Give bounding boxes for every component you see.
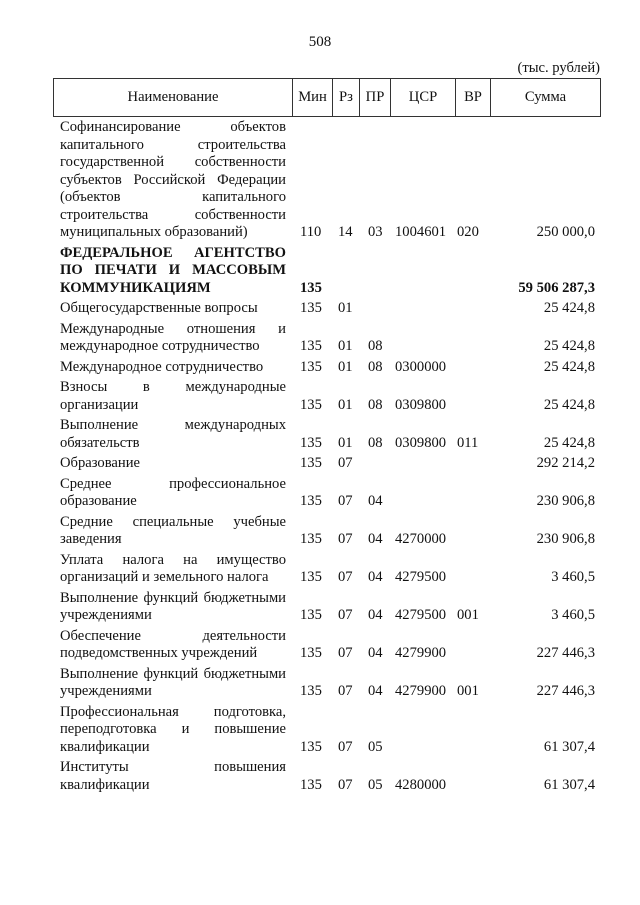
row-min: 135 [300,531,322,547]
table-row [60,455,595,473]
table-row [60,379,595,414]
row-name: Институты повышения квалификации [60,759,286,793]
row-sum: 25 424,8 [543,338,595,354]
row-pr: 08 [368,358,383,375]
row-pr: 03 [368,224,383,240]
row-csr: 0309800 [395,396,447,413]
table-row [60,628,595,663]
row-min: 135 [300,300,322,316]
row-csr: 4279500 [395,607,447,623]
row-sum: 25 424,8 [543,434,595,451]
table-row [60,590,595,625]
row-sum: 3 460,5 [551,569,595,585]
row-sum: 61 307,4 [543,738,595,755]
table-row [60,514,595,549]
header-csr: ЦСР [391,79,456,116]
row-min: 135 [300,358,322,375]
row-min: 135 [300,683,322,699]
row-pr: 04 [368,645,383,661]
row-min: 135 [300,776,322,793]
row-pr: 04 [368,531,383,547]
row-min: 135 [300,493,322,509]
row-name: Международные отношения и международное сотрудничество [60,320,286,354]
row-vr: 020 [457,224,479,240]
row-name: Выполнение функций бюджетными учреждениями [60,665,286,699]
row-pr: 05 [368,776,383,793]
row-csr: 1004601 [395,224,447,240]
table-row [60,759,595,794]
row-csr: 0309800 [395,434,447,451]
table-row [60,666,595,701]
row-sum: 227 446,3 [536,683,595,699]
header-name: Наименование [54,79,293,116]
row-rz: 01 [338,434,353,451]
header-pr: ПР [360,79,391,116]
row-name: Общегосударственные вопросы [60,300,258,316]
row-csr: 4280000 [395,776,447,793]
row-sum: 230 906,8 [536,493,595,509]
page-number: 508 [308,34,332,50]
table-row [60,359,595,377]
row-min: 135 [300,338,322,354]
row-pr: 08 [368,338,383,354]
row-name: Уплата налога на имущество организаций и земельного налога [60,551,286,585]
row-name: Обеспечение деятельности подведомственных учреждений [60,627,286,661]
row-rz: 07 [338,569,353,585]
row-sum: 3 460,5 [551,607,595,623]
row-vr: 001 [457,607,479,623]
row-name: Средние специальные учебные заведения [60,513,286,547]
table-row [60,300,595,318]
row-rz: 01 [338,300,353,316]
row-csr: 4279500 [395,569,447,585]
row-min: 135 [300,455,322,471]
row-rz: 01 [338,338,353,354]
row-sum: 25 424,8 [543,300,595,316]
row-rz: 14 [338,224,353,240]
row-rz: 07 [338,683,353,699]
row-min: 135 [300,569,322,585]
table-row [60,245,595,298]
row-sum: 230 906,8 [536,531,595,547]
row-min: 110 [300,224,322,240]
row-pr: 04 [368,493,383,509]
row-rz: 07 [338,493,353,509]
row-min: 135 [300,396,322,413]
row-csr: 4279900 [395,645,447,661]
row-sum: 227 446,3 [536,645,595,661]
row-pr: 04 [368,569,383,585]
row-vr: 001 [457,683,479,699]
row-sum: 25 424,8 [543,396,595,413]
row-rz: 07 [338,738,353,755]
table-row [60,119,595,242]
row-min: 135 [300,434,322,451]
table-row [60,552,595,587]
header-rz: Рз [333,79,360,116]
row-name: ФЕДЕРАЛЬНОЕ АГЕНТСТВО ПО ПЕЧАТИ И МАССОВЫМ КОММУНИКАЦИЯМ [60,244,286,296]
row-pr: 08 [368,396,383,413]
row-sum: 61 307,4 [543,776,595,793]
row-sum: 25 424,8 [543,358,595,375]
row-min: 135 [300,607,322,623]
table-header [53,78,601,117]
table-row [60,476,595,511]
row-name: Выполнение функций бюджетными учреждениями [60,589,286,623]
row-name: Софинансирование объектов капитального строительства государственной собственности субъектов Российской Федерации (объектов капитального строительства собственности муниципальных образований) [60,119,286,240]
row-name: Образование [60,455,140,471]
units-label: (тыс. рублей) [517,60,600,76]
header-vr: ВР [456,79,491,116]
row-csr: 4279900 [395,683,447,699]
row-sum: 292 214,2 [536,455,595,471]
row-name: Профессиональная подготовка, переподготовка и повышение квалификации [60,703,286,755]
header-sum: Сумма [524,89,567,105]
header-min: Мин [293,79,333,116]
row-min: 135 [300,645,322,661]
row-min: 135 [300,279,322,296]
row-name: Взносы в международные организации [60,379,286,413]
row-csr: 0300000 [395,358,447,375]
row-rz: 07 [338,531,353,547]
row-rz: 07 [338,645,353,661]
table-row [60,704,595,757]
row-min: 135 [300,738,322,755]
table-row [60,321,595,356]
row-csr: 4270000 [395,531,447,547]
row-rz: 07 [338,607,353,623]
table-body [60,119,595,797]
row-rz: 01 [338,358,353,375]
row-rz: 07 [338,455,353,471]
table-row [60,417,595,452]
row-pr: 08 [368,434,383,451]
row-rz: 01 [338,396,353,413]
row-name: Международное сотрудничество [60,358,264,375]
row-rz: 07 [338,776,353,793]
row-pr: 04 [368,607,383,623]
row-name: Среднее профессиональное образование [60,475,286,509]
row-pr: 05 [368,738,383,755]
row-vr: 011 [457,434,479,451]
row-sum: 59 506 287,3 [518,279,595,296]
row-name: Выполнение международных обязательств [60,417,286,451]
row-pr: 04 [368,683,383,699]
row-sum: 250 000,0 [536,224,595,240]
